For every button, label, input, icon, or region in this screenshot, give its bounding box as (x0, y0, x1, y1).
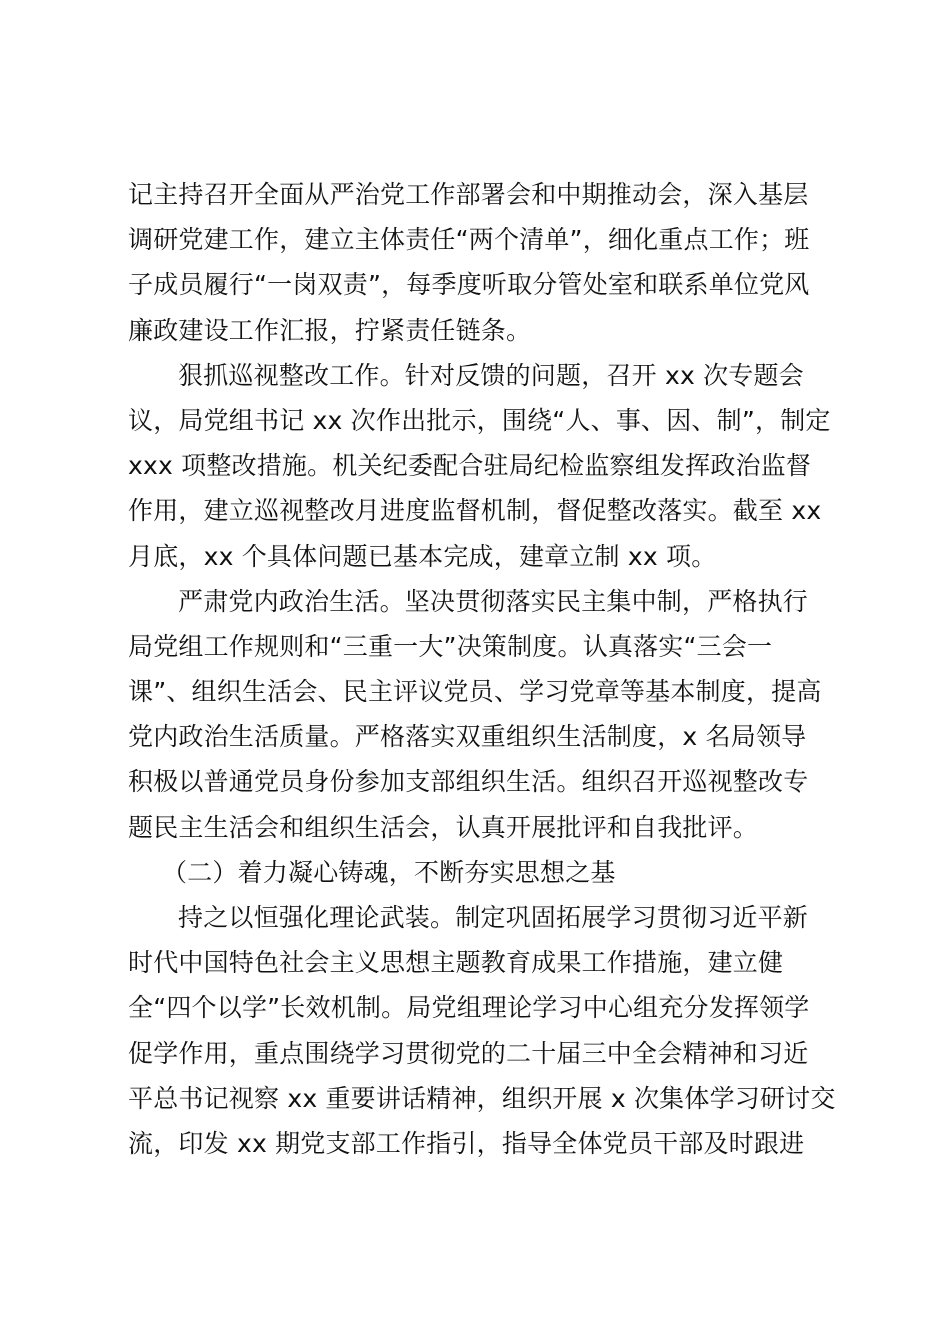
body-line: 促学作用，重点围绕学习贯彻党的二十届三中全会精神和习近 (128, 1038, 809, 1068)
body-line: 课”、组织生活会、民主评议党员、学习党章等基本制度，提高 (128, 677, 822, 707)
body-line: xxx 项整改措施。机关纪委配合驻局纪检监察组发挥政治监督 (128, 451, 812, 481)
paragraph-first-line: 严肃党内政治生活。坚决贯彻落实民主集中制，严格执行 (178, 586, 809, 616)
body-line: 廉政建设工作汇报，拧紧责任链条。 (128, 315, 532, 345)
body-line: 时代中国特色社会主义思想主题教育成果工作措施，建立健 (128, 948, 784, 978)
section-heading: （二）着力凝心铸魂，不断夯实思想之基 (162, 857, 616, 887)
body-line: 议，局党组书记 xx 次作出批示，围绕“人、事、因、制”，制定 (128, 405, 831, 435)
body-line: 平总书记视察 xx 重要讲话精神，组织开展 x 次集体学习研讨交 (128, 1083, 836, 1113)
body-line: 流，印发 xx 期党支部工作指引，指导全体党员干部及时跟进 (128, 1128, 805, 1158)
paragraph-first-line: 持之以恒强化理论武装。制定巩固拓展学习贯彻习近平新 (178, 903, 809, 932)
body-line: 作用，建立巡视整改月进度监督机制，督促整改落实。截至 xx (128, 496, 822, 526)
body-line: 月底，xx 个具体问题已基本完成，建章立制 xx 项。 (128, 541, 717, 571)
body-line: 党内政治生活质量。严格落实双重组织生活制度，x 名局领导 (128, 722, 807, 752)
body-line: 子成员履行“一岗双责”，每季度听取分管处室和联系单位党风 (128, 270, 810, 300)
body-line: 局党组工作规则和“三重一大”决策制度。认真落实“三会一 (128, 631, 773, 661)
body-line: 积极以普通党员身份参加支部组织生活。组织召开巡视整改专 (128, 767, 809, 797)
body-line: 记主持召开全面从严治党工作部署会和中期推动会，深入基层 (128, 180, 809, 209)
body-line: 题民主生活会和组织生活会，认真开展批评和自我批评。 (128, 812, 759, 842)
body-line: 调研党建工作，建立主体责任“两个清单”，细化重点工作；班 (128, 225, 810, 255)
document-body (128, 172, 834, 1166)
paragraph-first-line: 狠抓巡视整改工作。针对反馈的问题，召开 xx 次专题会 (178, 360, 804, 390)
body-line: 全“四个以学”长效机制。局党组理论学习中心组充分发挥领学 (128, 993, 810, 1023)
